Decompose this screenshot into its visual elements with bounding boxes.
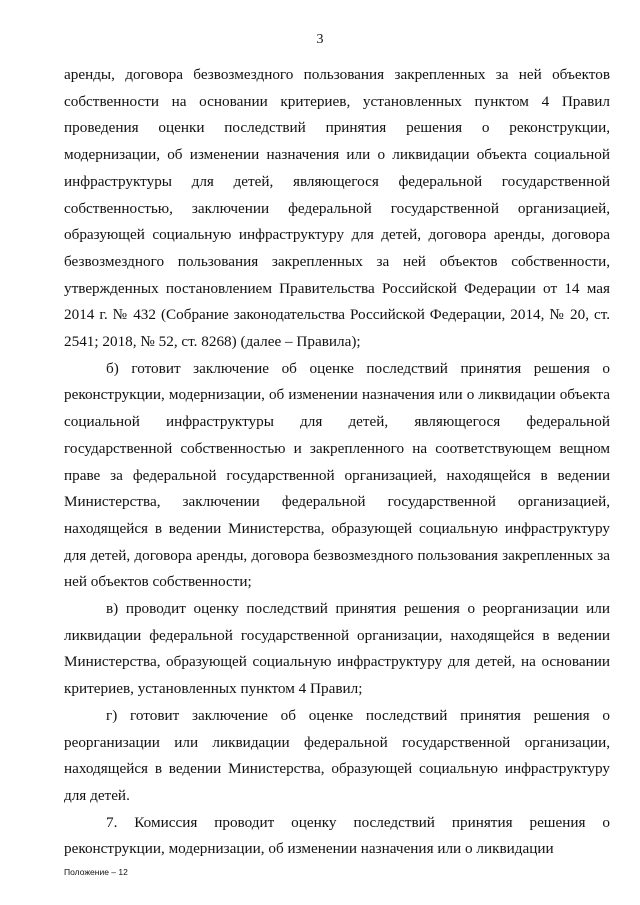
paragraph-item-g: г) готовит заключение об оценке последствий принятия решения о реорганизации или ликвидации федеральной государственной организации, находящейся в ведении Министерства, образующей социальную инфраструктуру для детей.	[64, 706, 610, 804]
paragraph-continuation: аренды, договора безвозмездного пользования закрепленных за ней объектов собственности на основании критериев, установленных пунктом 4 Правил проведения оценки последствий принятия решения о реконструкции, модернизации, об изменении назначения или о ликвидации объекта социальной инфраструктуры для детей, являющегося федеральной государственной собственностью, заключении федеральной государственной организацией, образующей социальную инфраструктуру для детей, договора аренды, договора безвозмездного пользования закрепленных за ней объектов собственности, утвержденных постановлением Правительства Российской Федерации от 14 мая 2014 г. № 432 (Собрание законодательства Российской Федерации, 2014, № 20, ст. 2541; 2018, № 52, ст. 8268) (далее – Правила);	[64, 66, 610, 351]
footer-label: Положение – 12	[64, 867, 128, 877]
document-body	[64, 62, 610, 863]
paragraph-item-7: 7. Комиссия проводит оценку последствий принятия решения о реконструкции, модернизации, об изменении назначения или о ликвидации	[64, 813, 610, 858]
page-number: 3	[316, 32, 324, 47]
paragraph-item-b: б) готовит заключение об оценке последствий принятия решения о реконструкции, модернизации, об изменении назначения или о ликвидации объекта социальной инфраструктуры для детей, являющегося федеральной государственной собственностью и закрепленного на соответствующем вещном праве за федеральной государственной организацией, находящейся в ведении Министерства, заключении федеральной государственной организацией, находящейся в ведении Министерства, образующей социальную инфраструктуру для детей, договора аренды, договора безвозмездного пользования закрепленных за ней объектов собственности;	[64, 359, 610, 591]
paragraph-item-v: в) проводит оценку последствий принятия решения о реорганизации или ликвидации федеральной государственной организации, находящейся в ведении Министерства, образующей социальную инфраструктуру для детей, на основании критериев, установленных пунктом 4 Правил;	[64, 600, 610, 698]
